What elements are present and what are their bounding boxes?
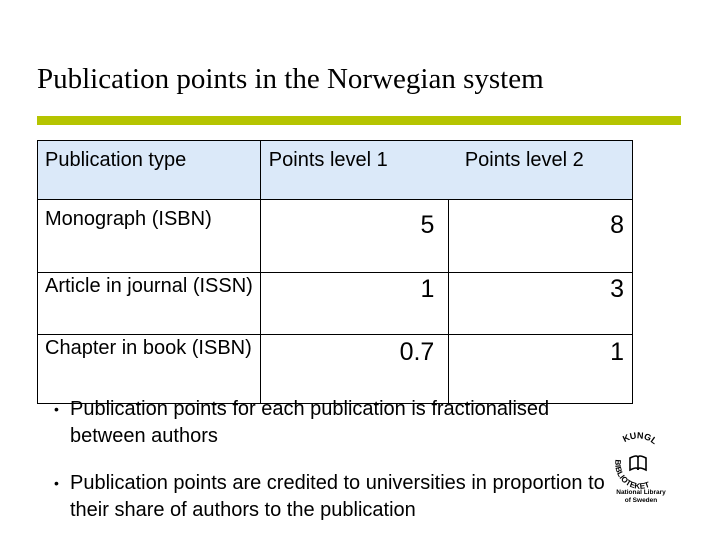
bullet-icon: • — [54, 475, 59, 491]
bullet-item — [48, 470, 608, 524]
book-crown-icon — [630, 456, 646, 470]
bullet-icon: • — [54, 401, 59, 417]
cell-points-level-2: 3 — [449, 273, 633, 335]
table-row — [38, 273, 633, 335]
national-library-logo — [606, 428, 676, 510]
bullet-text: Publication points are credited to universities in proportion to their share of authors to the publication — [70, 472, 605, 521]
cell-points-level-1: 5 — [260, 200, 449, 273]
header-cell — [449, 141, 633, 200]
header-points-level-1: Points level 1 — [268, 149, 388, 171]
table-row — [38, 200, 633, 273]
header-publication-type: Publication type — [45, 149, 187, 171]
header-cell — [260, 141, 449, 200]
publication-points-table — [37, 140, 633, 404]
logo-ring-text-bottom: BIBLIOTEKET — [613, 459, 651, 491]
table-header-row — [38, 141, 633, 200]
bullet-item — [48, 396, 608, 450]
header-cell — [38, 141, 261, 200]
logo-caption-line1: National Library — [616, 489, 666, 496]
bullet-list — [48, 396, 608, 544]
cell-publication-type: Article in journal (ISSN) — [38, 273, 261, 335]
slide-title: Publication points in the Norwegian system — [37, 63, 544, 95]
logo-ring-text-top: KUNGL — [621, 430, 660, 447]
cell-points-level-1: 0.7 — [260, 335, 449, 404]
cell-points-level-2: 1 — [449, 335, 633, 404]
table-row — [38, 335, 633, 404]
cell-publication-type: Chapter in book (ISBN) — [38, 335, 261, 404]
cell-points-level-1: 1 — [260, 273, 449, 335]
header-points-level-2: Points level 2 — [464, 149, 584, 171]
title-underline — [37, 116, 681, 125]
bullet-text: Publication points for each publication is fractionalised between authors — [70, 398, 550, 447]
cell-points-level-2: 8 — [449, 200, 633, 273]
logo-caption-line2: of Sweden — [624, 497, 658, 504]
cell-publication-type: Monograph (ISBN) — [38, 200, 261, 273]
